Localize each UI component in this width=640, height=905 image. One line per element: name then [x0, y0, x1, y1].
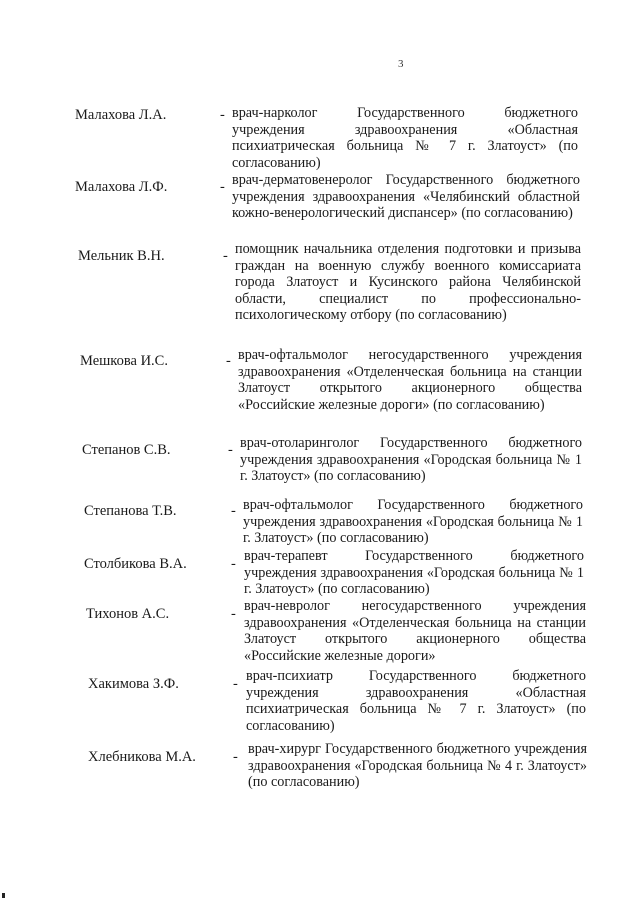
dash-separator: - — [231, 503, 236, 519]
member-name: Мельник В.Н. — [78, 248, 165, 264]
member-name: Хакимова З.Ф. — [88, 676, 179, 692]
dash-separator: - — [231, 606, 236, 622]
member-name: Хлебникова М.А. — [88, 749, 196, 765]
dash-separator: - — [220, 179, 225, 195]
dash-separator: - — [223, 248, 228, 264]
dash-separator: - — [226, 353, 231, 369]
member-name: Степанов С.В. — [82, 442, 171, 458]
member-description: помощник начальника отделения подготовки и призыва граждан на военную службу военного комиссариата города Златоуст и Кусинского района Челябинской области, специалист по профессионально-психологическому отбору (по согласованию) — [235, 241, 581, 323]
member-name: Тихонов А.С. — [86, 606, 170, 622]
member-description: врач-хирург Государственного бюджетного учреждения здравоохранения «Городская больница № 4 г. Златоуст» (по согласованию) — [248, 741, 587, 790]
dash-separator: - — [233, 749, 238, 765]
member-description: врач-психиатр Государственного бюджетного учреждения здравоохранения «Областная психиатрическая больница № 7 г. Златоуст» (по согласованию) — [246, 668, 586, 734]
member-name: Столбикова В.А. — [84, 556, 187, 572]
member-description: врач-офтальмолог негосударственного учреждения здравоохранения «Отделенческая больница на станции Златоуст открытого акционерного общества «Российские железные дороги» (по согласованию) — [238, 347, 582, 413]
dash-separator: - — [233, 676, 238, 692]
dash-separator: - — [228, 442, 233, 458]
member-description: врач-невролог негосударственного учреждения здравоохранения «Отделенческая больница на станции Златоуст открытого акционерного общества «Российские железные дороги» — [244, 598, 586, 664]
dash-separator: - — [231, 556, 236, 572]
member-description: врач-терапевт Государственного бюджетного учреждения здравоохранения «Городская больница № 1 г. Златоуст» (по согласованию) — [244, 548, 584, 597]
member-name: Мешкова И.С. — [80, 353, 168, 369]
member-name: Малахова Л.А. — [75, 107, 167, 123]
member-name: Степанова Т.В. — [84, 503, 177, 519]
page-number: 3 — [398, 58, 404, 70]
member-description: врач-офтальмолог Государственного бюджетного учреждения здравоохранения «Городская больница № 1 г. Златоуст» (по согласованию) — [243, 497, 583, 546]
member-description: врач-дерматовенеролог Государственного бюджетного учреждения здравоохранения «Челябинский областной кожно-венерологический диспансер» (по согласованию) — [232, 172, 580, 221]
member-description: врач-отоларинголог Государственного бюджетного учреждения здравоохранения «Городская больница № 1 г. Златоуст» (по согласованию) — [240, 435, 582, 484]
member-name: Малахова Л.Ф. — [75, 179, 168, 195]
member-description: врач-нарколог Государственного бюджетного учреждения здравоохранения «Областная психиатрическая больница № 7 г. Златоуст» (по согласованию) — [232, 105, 578, 171]
dash-separator: - — [220, 107, 225, 123]
scan-speck — [2, 893, 5, 898]
